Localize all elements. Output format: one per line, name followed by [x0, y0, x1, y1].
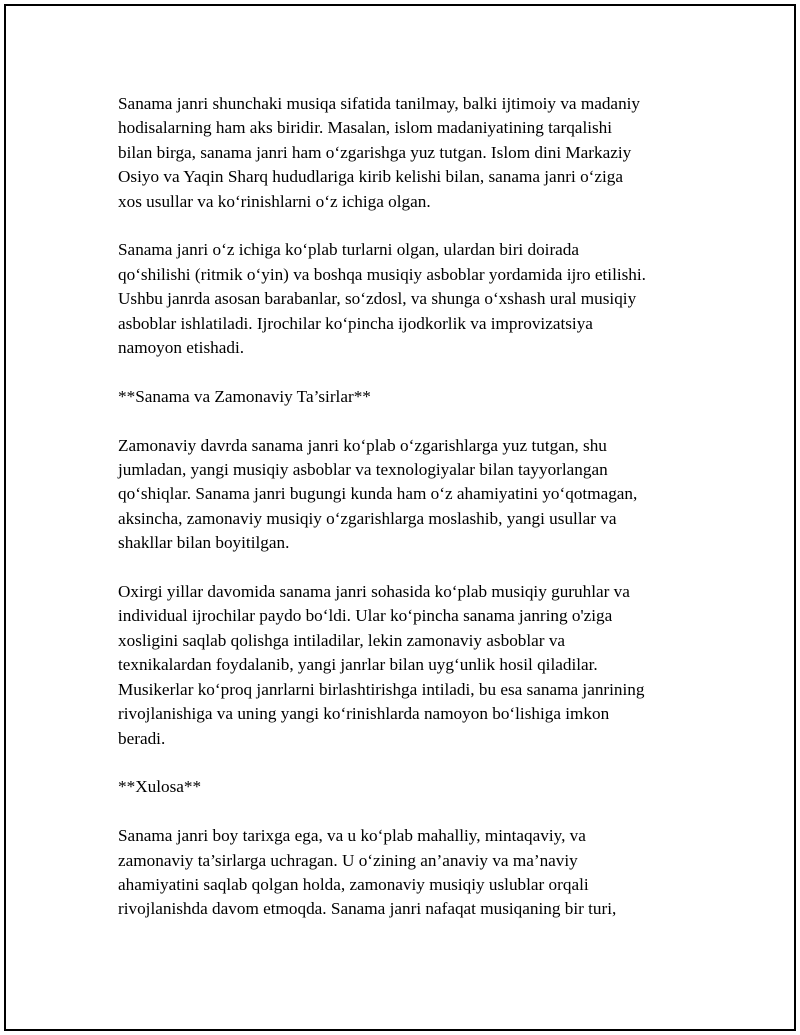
- text-line: Sanama janri o‘z ichiga ko‘plab turlarni olgan, ulardan biri doirada: [118, 240, 580, 260]
- paragraph: [118, 580, 708, 751]
- text-line: qo‘shiqlar. Sanama janri bugungi kunda ham o‘z ahamiyatini yo‘qotmagan,: [118, 484, 638, 504]
- paragraph: [118, 824, 708, 922]
- paragraph: [118, 92, 708, 214]
- text-line: Zamonaviy davrda sanama janri ko‘plab o‘zgarishlarga yuz tutgan, shu: [118, 435, 607, 455]
- text-line: bilan birga, sanama janri ham o‘zgarishga yuz tutgan. Islom dini Markaziy: [118, 142, 632, 162]
- text-line: Osiyo va Yaqin Sharq hududlariga kirib kelishi bilan, sanama janri o‘ziga: [118, 167, 624, 187]
- text-line: Oxirgi yillar davomida sanama janri sohasida ko‘plab musiqiy guruhlar va: [118, 582, 630, 602]
- text-line: beradi.: [118, 728, 166, 748]
- text-line: shakllar bilan boyitilgan.: [118, 533, 290, 553]
- text-line: aksincha, zamonaviy musiqiy o‘zgarishlarga moslashib, yangi usullar va: [118, 508, 617, 528]
- text-line: zamonaviy ta’sirlarga uchragan. U o‘zining an’anaviy va ma’naviy: [118, 850, 578, 870]
- text-line: namoyon etishadi.: [118, 338, 245, 358]
- text-line: Ushbu janrda asosan barabanlar, so‘zdosl, va shunga o‘xshash ural musiqiy: [118, 289, 637, 309]
- text-line: **Sanama va Zamonaviy Ta’sirlar**: [118, 386, 371, 406]
- paragraph: [118, 238, 708, 360]
- text-line: xosligini saqlab qolishga intiladilar, lekin zamonaviy asboblar va: [118, 630, 566, 650]
- paragraph: [118, 434, 708, 556]
- text-line: Musikerlar ko‘proq janrlarni birlashtirishga intiladi, bu esa sanama janrining: [118, 679, 645, 699]
- text-line: Sanama janri boy tarixga ega, va u ko‘plab mahalliy, mintaqaviy, va: [118, 826, 586, 846]
- text-line: xos usullar va ko‘rinishlarni o‘z ichiga olgan.: [118, 191, 431, 211]
- document-body: [118, 92, 708, 946]
- text-line: rivojlanishda davom etmoqda. Sanama janri nafaqat musiqaning bir turi,: [118, 899, 617, 919]
- text-line: hodisalarning ham aks biridir. Masalan, islom madaniyatining tarqalishi: [118, 118, 613, 138]
- text-line: texnikalardan foydalanib, yangi janrlar bilan uyg‘unlik hosil qiladilar.: [118, 655, 598, 675]
- text-line: ahamiyatini saqlab qolgan holda, zamonaviy musiqiy uslublar orqali: [118, 874, 589, 894]
- text-line: individual ijrochilar paydo bo‘ldi. Ular ko‘pincha sanama janring o'ziga: [118, 606, 613, 626]
- text-line: asboblar ishlatiladi. Ijrochilar ko‘pincha ijodkorlik va improvizatsiya: [118, 313, 593, 333]
- section-heading: [118, 385, 708, 409]
- text-line: qo‘shilishi (ritmik o‘yin) va boshqa musiqiy asboblar yordamida ijro etilishi.: [118, 264, 646, 284]
- section-heading: [118, 775, 708, 799]
- text-line: rivojlanishiga va uning yangi ko‘rinishlarda namoyon bo‘lishiga imkon: [118, 704, 610, 724]
- text-line: **Xulosa**: [118, 777, 202, 797]
- text-line: Sanama janri shunchaki musiqa sifatida tanilmay, balki ijtimoiy va madaniy: [118, 94, 641, 113]
- text-line: jumladan, yangi musiqiy asboblar va texnologiyalar bilan tayyorlangan: [118, 460, 608, 480]
